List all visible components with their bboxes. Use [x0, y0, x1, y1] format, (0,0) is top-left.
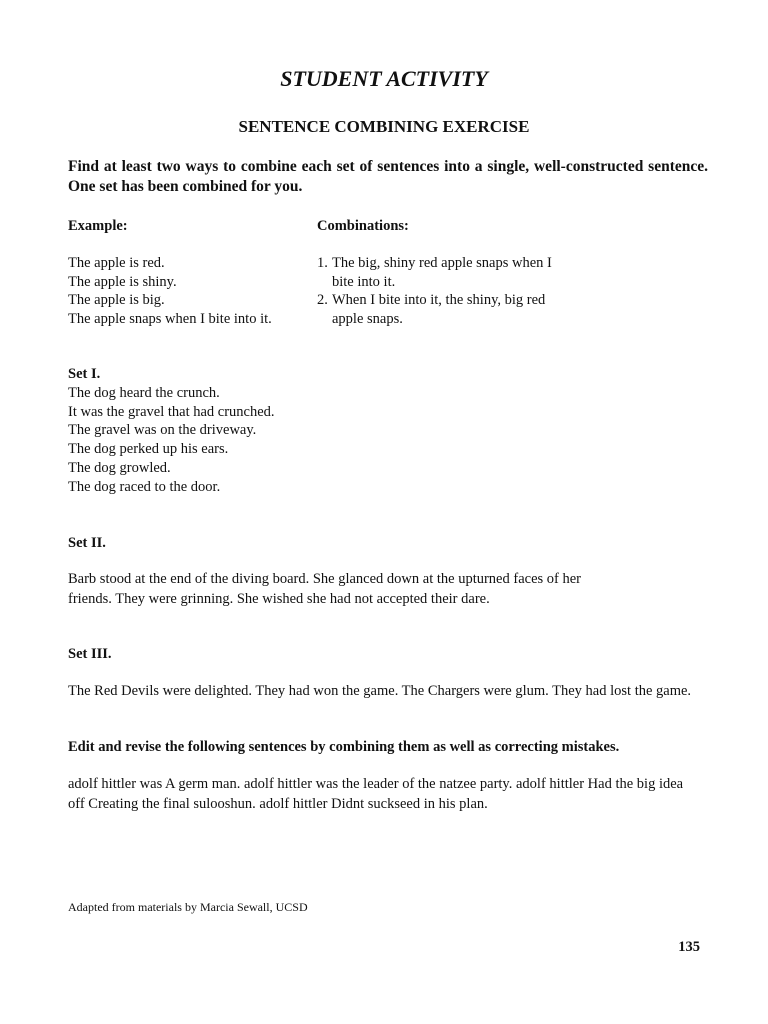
- combination-item: [317, 254, 552, 291]
- set-3-label: Set III.: [68, 646, 112, 662]
- combination-number: 1.: [317, 255, 328, 271]
- set-3-line: The Red Devils were delighted. They had won the game. The Chargers were glum. They had lost the game.: [68, 683, 692, 699]
- example-line: The apple is shiny.: [68, 273, 177, 290]
- combinations-label: Combinations:: [317, 218, 409, 234]
- combination-line: When I bite into it, the shiny, big red: [332, 292, 546, 309]
- instructions: Find at least two ways to combine each set of sentences into a single, well-constructed sentence. One set has been combined for you.: [68, 158, 708, 195]
- edit-paragraph: [68, 775, 718, 814]
- example-label: Example:: [68, 218, 128, 234]
- set-2-paragraph: [68, 570, 718, 609]
- combination-number: 2.: [317, 292, 328, 309]
- set-1-line: The dog growled.: [68, 459, 171, 476]
- set-2-label: Set II.: [68, 535, 106, 551]
- set-1-line: The gravel was on the driveway.: [68, 422, 257, 439]
- set-3-paragraph: [68, 682, 718, 702]
- example-line: The apple snaps when I bite into it.: [68, 311, 272, 328]
- example-line: The apple is red.: [68, 255, 165, 271]
- example-sentences: [68, 254, 272, 329]
- set-1-line: It was the gravel that had crunched.: [68, 403, 275, 420]
- set-1-sentences: [68, 384, 275, 496]
- set-2-line: Barb stood at the end of the diving board. She glanced down at the upturned faces of her: [68, 571, 581, 587]
- combination-item: [317, 291, 552, 328]
- set-1-line: The dog heard the crunch.: [68, 385, 220, 401]
- set-1-line: The dog raced to the door.: [68, 478, 221, 495]
- page-title: STUDENT ACTIVITY: [280, 66, 488, 91]
- combination-line: The big, shiny red apple snaps when I: [332, 255, 552, 271]
- combination-line: bite into it.: [332, 273, 396, 290]
- edit-instructions: Edit and revise the following sentences by combining them as well as correcting mistakes.: [68, 739, 620, 755]
- footer-credit: Adapted from materials by Marcia Sewall, UCSD: [68, 900, 308, 914]
- example-line: The apple is big.: [68, 292, 165, 309]
- set-1-label: Set I.: [68, 366, 101, 382]
- edit-line: off Creating the final sulooshun. adolf hittler Didnt suckseed in his plan.: [68, 795, 488, 812]
- set-1-line: The dog perked up his ears.: [68, 441, 229, 458]
- exercise-subtitle: SENTENCE COMBINING EXERCISE: [238, 117, 530, 136]
- combination-line: apple snaps.: [332, 311, 403, 328]
- combinations-list: [317, 254, 552, 329]
- page-number: 135: [678, 939, 700, 955]
- edit-line: adolf hittler was A germ man. adolf hittler was the leader of the natzee party. adolf hittler Had the big idea: [68, 776, 684, 792]
- set-2-line: friends. They were grinning. She wished she had not accepted their dare.: [68, 590, 490, 607]
